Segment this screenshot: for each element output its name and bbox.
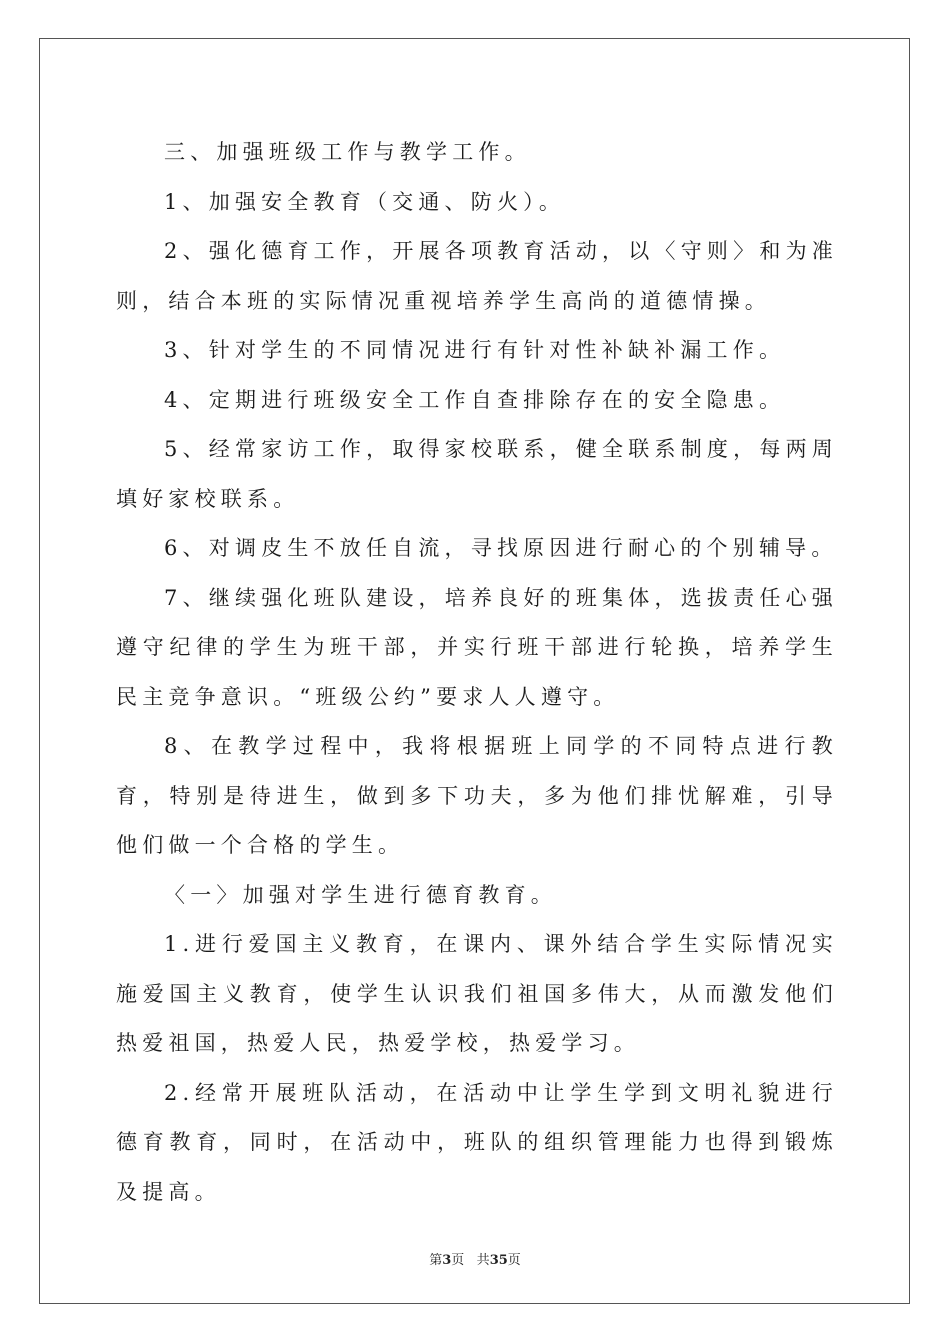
- paragraph-item-6: 6、对调皮生不放任自流，寻找原因进行耐心的个别辅导。: [164, 536, 838, 560]
- subsection-item-1: 1.进行爱国主义教育，在课内、课外结合学生实际情况实施爱国主义教育，使学生认识我们祖国多伟大，从而激发他们热爱祖国，热爱人民，热爱学校，热爱学习。: [116, 932, 838, 1055]
- paragraph-item-5: 5、经常家访工作，取得家校联系，健全联系制度，每两周填好家校联系。: [116, 437, 838, 511]
- paragraph-item-3: 3、针对学生的不同情况进行有针对性补缺补漏工作。: [164, 338, 786, 362]
- page-footer: [0, 1249, 950, 1268]
- footer-page-suffix: 页: [451, 1253, 465, 1268]
- paragraph-item-1: 1、加强安全教育（交通、防火）。: [164, 189, 566, 214]
- paragraph-item-4: 4、定期进行班级安全工作自查排除存在的安全隐患。: [164, 387, 786, 412]
- section-heading-3: 三、加强班级工作与教学工作。: [164, 140, 531, 164]
- paragraph-item-7: 7、继续强化班队建设，培养良好的班集体，选拔责任心强遵守纪律的学生为班干部，并实行班干部进行轮换，培养学生民主竞争意识。“班级公约”要求人人遵守。: [116, 585, 838, 709]
- paragraph-item-8: 8、在教学过程中，我将根据班上同学的不同特点进行教育，特别是待进生，做到多下功夫，多为他们排忧解难，引导他们做一个合格的学生。: [116, 734, 838, 857]
- paragraph-item-2: 2、强化德育工作，开展各项教育活动，以〈守则〉和为准则，结合本班的实际情况重视培养学生高尚的道德情操。: [116, 239, 838, 313]
- footer-total-prefix: 共: [476, 1253, 490, 1268]
- subsection-heading-1: 〈一〉加强对学生进行德育教育。: [164, 882, 557, 907]
- footer-page-number: 3: [442, 1253, 452, 1268]
- footer-total-pages: 35: [489, 1253, 508, 1268]
- footer-page-prefix: 第: [429, 1253, 443, 1268]
- subsection-item-2: 2.经常开展班队活动，在活动中让学生学到文明礼貌进行德育教育，同时，在活动中，班队的组织管理能力也得到锻炼及提高。: [116, 1080, 838, 1204]
- footer-total-suffix: 页: [507, 1253, 521, 1268]
- document-body: [116, 128, 838, 1217]
